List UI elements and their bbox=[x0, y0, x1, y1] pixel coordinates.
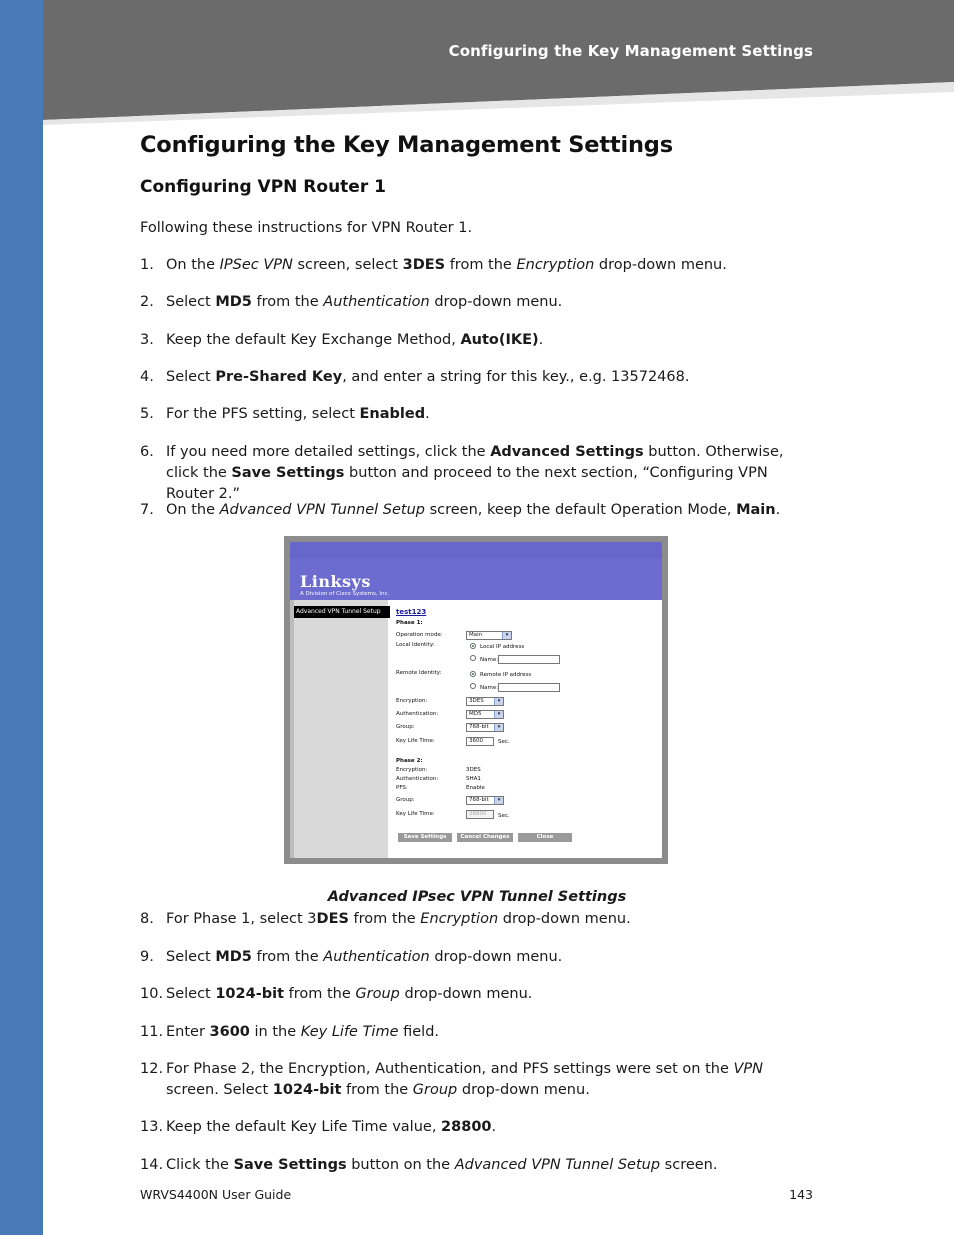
step-text-run: screen, select bbox=[292, 257, 403, 273]
p2-group-label: Group: bbox=[396, 797, 415, 803]
p2-key-life-label: Key Life Time: bbox=[396, 811, 435, 817]
bold-term: Advanced Settings bbox=[490, 444, 644, 460]
step-number: 10. bbox=[140, 986, 164, 1002]
chevron-down-icon: ▾ bbox=[494, 797, 503, 804]
step-number: 13. bbox=[140, 1119, 164, 1135]
linksys-logo: Linksys bbox=[300, 572, 371, 591]
p2-group-select[interactable] bbox=[466, 796, 504, 805]
footer-guide-name: WRVS4400N User Guide bbox=[140, 1187, 292, 1202]
step-number: 14. bbox=[140, 1157, 164, 1173]
italic-term: Group bbox=[412, 1082, 458, 1098]
step-text bbox=[166, 500, 816, 521]
step-text-run: Enter bbox=[166, 1024, 210, 1040]
operation-mode-select[interactable] bbox=[466, 631, 512, 640]
step-text-run: . bbox=[538, 332, 544, 348]
bold-term: MD5 bbox=[215, 949, 252, 965]
bold-term: 3DES bbox=[402, 257, 446, 273]
step-text-run: If you need more detailed settings, click the bbox=[166, 444, 491, 460]
step-text-run: On the bbox=[166, 257, 220, 273]
italic-term: VPN bbox=[733, 1061, 764, 1077]
step-text-run: Select bbox=[166, 369, 216, 385]
step-number: 3. bbox=[140, 332, 154, 348]
italic-term: Authentication bbox=[323, 294, 430, 310]
section-title: Configuring VPN Router 1 bbox=[140, 177, 386, 197]
step-text bbox=[166, 330, 816, 351]
local-name-input[interactable] bbox=[498, 655, 560, 664]
router-screenshot bbox=[284, 536, 668, 864]
step-number: 4. bbox=[140, 369, 154, 385]
bold-term: Save Settings bbox=[231, 465, 345, 481]
authentication-select[interactable] bbox=[466, 710, 504, 719]
step-text-run: screen, keep the default Operation Mode, bbox=[424, 502, 737, 518]
p2-encryption-value: 3DES bbox=[466, 767, 481, 773]
step-text bbox=[166, 909, 816, 930]
step-number: 5. bbox=[140, 406, 154, 422]
bold-term: MD5 bbox=[215, 294, 252, 310]
step-text-run: from the bbox=[284, 986, 356, 1002]
bold-term: 3600 bbox=[209, 1024, 250, 1040]
header-title: Configuring the Key Management Settings bbox=[448, 42, 813, 60]
step-text-run: On the bbox=[166, 502, 220, 518]
header-band bbox=[0, 0, 954, 125]
p2-pfs-label: PFS: bbox=[396, 785, 408, 791]
chevron-down-icon: ▾ bbox=[494, 698, 503, 705]
encryption-label: Encryption: bbox=[396, 698, 428, 704]
step-text-run: Select bbox=[166, 949, 216, 965]
step-text-run: , and enter a string for this key., e.g. 13572468. bbox=[342, 369, 690, 385]
ui-form bbox=[390, 600, 662, 858]
step-text-run: from the bbox=[348, 911, 421, 927]
remote-name-label: Name: bbox=[480, 685, 499, 691]
step-text-run: . bbox=[425, 406, 430, 422]
italic-term: Group bbox=[355, 986, 400, 1002]
step-number: 2. bbox=[140, 294, 154, 310]
italic-term: Authentication bbox=[323, 949, 430, 965]
step-text-run: Select bbox=[166, 986, 216, 1002]
italic-term: Encryption bbox=[516, 257, 595, 273]
step-text-run: screen. Select bbox=[166, 1082, 273, 1098]
bold-term: Main bbox=[736, 502, 776, 518]
group-value: 768-bit bbox=[469, 724, 489, 730]
ui-left-panel bbox=[290, 600, 388, 858]
italic-term: Advanced VPN Tunnel Setup bbox=[219, 502, 425, 518]
italic-term: IPSec VPN bbox=[219, 257, 293, 273]
encryption-value: 3DES bbox=[469, 698, 484, 704]
step-number: 1. bbox=[140, 257, 154, 273]
step-text-run: Keep the default Key Exchange Method, bbox=[166, 332, 461, 348]
step-text-run: Select bbox=[166, 294, 216, 310]
step-text-run: button. Otherwise, click the bbox=[166, 444, 784, 481]
step-text bbox=[166, 1117, 816, 1138]
router-ui bbox=[290, 542, 662, 858]
tunnel-name-link[interactable]: test123 bbox=[396, 608, 427, 616]
step-text-run: For the PFS setting, select bbox=[166, 406, 360, 422]
step-text bbox=[166, 1155, 816, 1176]
ui-top-strip bbox=[290, 542, 662, 558]
group-label: Group: bbox=[396, 724, 415, 730]
step-text-run: drop-down menu. bbox=[594, 257, 727, 273]
bold-term: 28800 bbox=[441, 1119, 492, 1135]
step-text bbox=[166, 442, 816, 505]
italic-term: Key Life Time bbox=[300, 1024, 399, 1040]
step-number: 8. bbox=[140, 911, 154, 927]
step-text bbox=[166, 947, 816, 968]
step-number: 7. bbox=[140, 502, 154, 518]
step-text-run: Keep the default Key Life Time value, bbox=[166, 1119, 442, 1135]
ui-left-edge bbox=[290, 600, 294, 858]
key-life-label: Key Life Time: bbox=[396, 738, 435, 744]
bold-term: Enabled bbox=[359, 406, 426, 422]
step-text-run: For Phase 2, the Encryption, Authentication, and PFS settings were set on the bbox=[166, 1061, 734, 1077]
step-text-run: button on the bbox=[346, 1157, 455, 1173]
key-life-input[interactable]: 3600 bbox=[466, 737, 494, 746]
authentication-value: MD5 bbox=[469, 711, 482, 717]
p2-pfs-value: Enable bbox=[466, 785, 485, 791]
bold-term: Auto(IKE) bbox=[460, 332, 539, 348]
step-text-run: drop-down menu. bbox=[399, 986, 533, 1002]
step-text bbox=[166, 292, 816, 313]
save-settings-button[interactable]: Save Settings bbox=[398, 833, 452, 842]
phase2-label: Phase 2: bbox=[396, 758, 423, 764]
brand-subtitle: A Division of Cisco Systems, Inc. bbox=[300, 591, 390, 597]
chevron-down-icon: ▾ bbox=[502, 632, 511, 639]
page-title: Configuring the Key Management Settings bbox=[140, 132, 673, 158]
p2-group-value: 768-bit bbox=[469, 797, 489, 803]
encryption-select[interactable] bbox=[466, 697, 504, 706]
bold-term: 1024-bit bbox=[215, 986, 284, 1002]
step-text-run: from the bbox=[251, 949, 324, 965]
p2-authentication-value: SHA1 bbox=[466, 776, 481, 782]
remote-ip-radio[interactable] bbox=[470, 671, 476, 677]
step-text-run: from the bbox=[445, 257, 517, 273]
bold-term: Pre-Shared Key bbox=[215, 369, 343, 385]
intro-text: Following these instructions for VPN Router 1. bbox=[140, 220, 473, 236]
cancel-changes-button[interactable]: Cancel Changes bbox=[457, 833, 513, 842]
step-number: 12. bbox=[140, 1061, 164, 1077]
step-text-run: screen. bbox=[660, 1157, 718, 1173]
operation-mode-label: Operation mode: bbox=[396, 632, 443, 638]
local-name-label: Name: bbox=[480, 657, 499, 663]
step-number: 9. bbox=[140, 949, 154, 965]
operation-mode-value: Main bbox=[469, 632, 483, 638]
chevron-down-icon: ▾ bbox=[494, 711, 503, 718]
step-text-run: drop-down menu. bbox=[429, 949, 563, 965]
phase1-label: Phase 1: bbox=[396, 620, 423, 626]
step-text bbox=[166, 984, 816, 1005]
local-ip-radio[interactable] bbox=[470, 643, 476, 649]
figure-caption: Advanced IPsec VPN Tunnel Settings bbox=[327, 889, 627, 905]
step-text-run: from the bbox=[251, 294, 324, 310]
step-text bbox=[166, 367, 816, 388]
remote-name-input[interactable] bbox=[498, 683, 560, 692]
authentication-label: Authentication: bbox=[396, 711, 439, 717]
local-name-radio[interactable] bbox=[470, 655, 476, 661]
remote-identity-label: Remote Identity: bbox=[396, 670, 442, 676]
step-text bbox=[166, 1059, 816, 1101]
step-text-run: Click the bbox=[166, 1157, 234, 1173]
close-button[interactable]: Close bbox=[518, 833, 572, 842]
step-text bbox=[166, 255, 816, 276]
step-text-run: drop-down menu. bbox=[498, 911, 631, 927]
step-text-run: from the bbox=[341, 1082, 413, 1098]
italic-term: Encryption bbox=[420, 911, 499, 927]
step-text-run: button and proceed to the next section, “Configuring VPN Router 2.” bbox=[166, 465, 768, 502]
step-text-run: in the bbox=[249, 1024, 301, 1040]
step-text-run: . bbox=[491, 1119, 497, 1135]
step-text-run: drop-down menu. bbox=[457, 1082, 590, 1098]
sidebar-band bbox=[0, 0, 43, 1235]
step-number: 6. bbox=[140, 444, 154, 460]
chevron-down-icon: ▾ bbox=[494, 724, 503, 731]
remote-ip-option: Remote IP address bbox=[480, 672, 532, 678]
ui-banner bbox=[290, 558, 662, 600]
step-number: 11. bbox=[140, 1024, 164, 1040]
remote-name-radio[interactable] bbox=[470, 683, 476, 689]
italic-term: Advanced VPN Tunnel Setup bbox=[454, 1157, 661, 1173]
p2-key-life-input[interactable]: 28800 bbox=[466, 810, 494, 819]
group-select[interactable] bbox=[466, 723, 504, 732]
step-text-run: field. bbox=[398, 1024, 440, 1040]
p2-authentication-label: Authentication: bbox=[396, 776, 439, 782]
local-ip-option: Local IP address bbox=[480, 644, 525, 650]
p2-key-life-unit: Sec. bbox=[498, 813, 510, 819]
step-text bbox=[166, 1022, 816, 1043]
key-life-unit: Sec. bbox=[498, 739, 510, 745]
step-text bbox=[166, 404, 816, 425]
step-text-run: For Phase 1, select 3 bbox=[166, 911, 317, 927]
p2-encryption-label: Encryption: bbox=[396, 767, 428, 773]
bold-term: Save Settings bbox=[233, 1157, 347, 1173]
step-text-run: drop-down menu. bbox=[429, 294, 563, 310]
nav-tab-advanced-vpn[interactable]: Advanced VPN Tunnel Setup bbox=[294, 606, 390, 618]
page-number: 143 bbox=[789, 1187, 813, 1202]
bold-term: DES bbox=[316, 911, 349, 927]
bold-term: 1024-bit bbox=[272, 1082, 342, 1098]
step-text-run: . bbox=[775, 502, 781, 518]
local-identity-label: Local Identity: bbox=[396, 642, 435, 648]
